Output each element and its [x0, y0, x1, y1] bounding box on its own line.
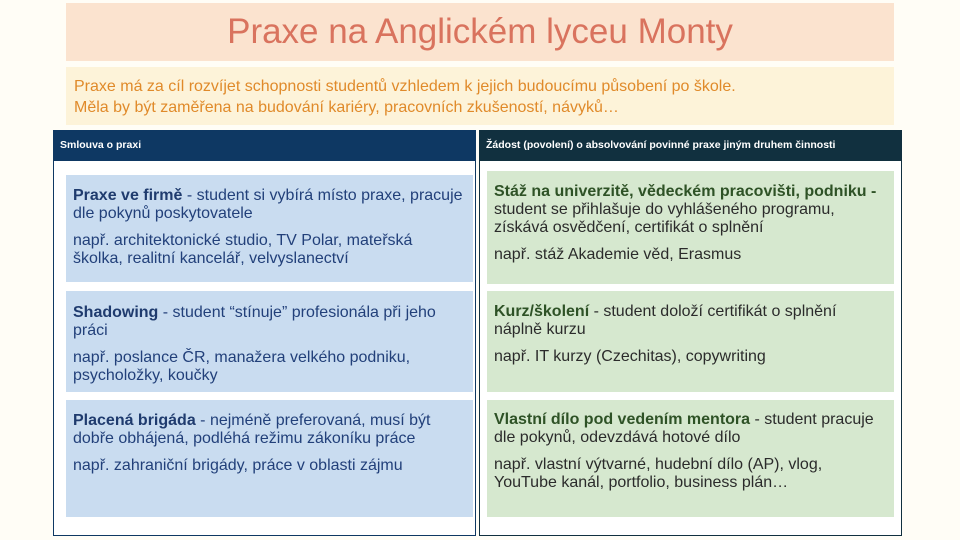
card-description — [73, 412, 466, 448]
card-description — [73, 304, 466, 340]
intro-line-2: Měla by být zaměřena na budování kariéry, pracovních zkušeností, návyků… — [74, 99, 619, 116]
intro-box — [66, 67, 894, 125]
card-term: Praxe ve firmě — [73, 187, 183, 204]
card-example: např. vlastní výtvarné, hudební dílo (AP), vlog, YouTube kanál, portfolio, business plán… — [494, 456, 823, 491]
card-term: Kurz/školení — [494, 303, 590, 320]
card-description — [494, 411, 887, 447]
card-example: např. zahraniční brigády, práce v oblasti zájmu — [73, 457, 403, 474]
card-description — [494, 183, 887, 237]
title-banner — [66, 3, 894, 61]
card-term: Shadowing — [73, 304, 159, 321]
card-desc: student se přihlašuje do vyhlášeného programu, získává osvědčení, certifikát o splnění — [494, 201, 835, 236]
page-title: Praxe na Anglickém lyceu Monty — [227, 12, 733, 51]
card-vlastni-dilo — [487, 400, 894, 517]
card-desc: - student pracuje dle pokynů, odevzdává hotové dílo — [494, 411, 874, 446]
card-kurz-skoleni — [487, 291, 894, 392]
card-description — [73, 187, 466, 223]
card-term: Stáž na univerzitě, vědeckém pracovišti, podniku - — [494, 183, 877, 200]
card-desc: - nejméně preferovaná, musí být dobře obhájená, podléhá režimu zákoníku práce — [73, 412, 431, 447]
card-term: Vlastní dílo pod vedením mentora — [494, 411, 751, 428]
card-staz — [487, 171, 894, 284]
card-example: např. IT kurzy (Czechitas), copywriting — [494, 348, 766, 365]
card-desc: - student “stínuje” profesionála při jeho práci — [73, 304, 436, 339]
card-description — [494, 303, 887, 339]
card-example: např. poslance ČR, manažera velkého podniku, psycholožky, koučky — [73, 349, 411, 384]
card-example: např. architektonické studio, TV Polar, mateřská školka, realitní kancelář, velvyslanectví — [73, 232, 413, 267]
card-praxe-ve-firme — [66, 175, 473, 282]
right-column-header: Žádost (povolení) o absolvování povinné praxe jiným druhem činnosti — [479, 130, 902, 160]
card-example: např. stáž Akademie věd, Erasmus — [494, 246, 742, 263]
card-shadowing — [66, 291, 473, 392]
card-desc: - student doloží certifikát o splnění náplně kurzu — [494, 303, 837, 338]
card-placena-brigada — [66, 400, 473, 517]
left-column-header: Smlouva o praxi — [53, 130, 476, 160]
card-term: Placená brigáda — [73, 412, 196, 429]
card-desc: - student si vybírá místo praxe, pracuje dle pokynů poskytovatele — [73, 187, 463, 222]
intro-line-1: Praxe má za cíl rozvíjet schopnosti studentů vzhledem k jejich budoucímu působení po škole. — [74, 78, 736, 95]
